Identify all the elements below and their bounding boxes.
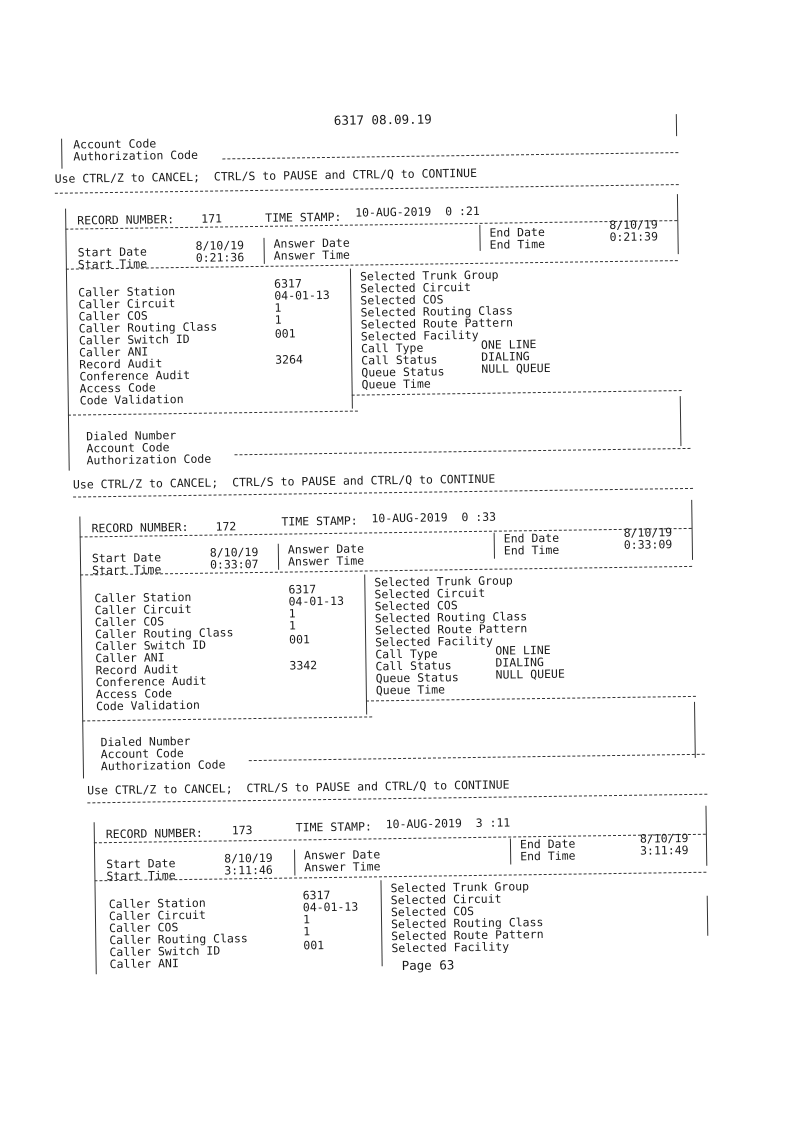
time-stamp: 10-AUG-2019 0 :33	[371, 509, 497, 526]
start-time: 0:33:07	[209, 556, 259, 572]
answer-date-label: Answer Date	[287, 541, 365, 557]
end-time: 0:33:09	[623, 537, 673, 552]
caller-cos-value: 1	[302, 912, 311, 927]
start-time: 0:21:36	[195, 250, 245, 265]
queue-status-value: NULL QUEUE	[481, 360, 551, 376]
column-border	[479, 225, 480, 251]
selected-trunk-group-label: Selected Trunk Group	[359, 267, 499, 284]
caller-circuit-value: 04-01-13	[302, 899, 359, 915]
caller-routing-class-label: Caller Routing Class	[94, 625, 234, 642]
account-code-label: Account Code	[73, 136, 157, 152]
selected-route-pattern-label: Selected Route Pattern	[391, 927, 544, 944]
record-border	[65, 209, 70, 471]
divider	[249, 754, 705, 761]
control-prompt: Use CTRL/Z to CANCEL; CTRL/S to PAUSE and CTRL/Q to CONTINUE	[87, 777, 510, 798]
record-audit-value: 3342	[289, 658, 318, 673]
caller-station-label: Caller Station	[94, 589, 192, 606]
selected-trunk-group-label: Selected Trunk Group	[374, 573, 513, 590]
divider	[94, 872, 706, 882]
control-prompt: Use CTRL/Z to CANCEL; CTRL/S to PAUSE and CTRL/Q to CONTINUE	[72, 471, 496, 492]
end-date-label: End Date	[503, 530, 560, 546]
answer-date-label: Answer Date	[304, 847, 381, 863]
start-date-label: Start Date	[106, 856, 176, 872]
queue-status-label: Queue Status	[361, 364, 445, 380]
caller-cos-label: Caller COS	[109, 920, 179, 936]
caller-circuit-value: 04-01-13	[288, 593, 345, 609]
caller-station-value: 6317	[302, 888, 331, 903]
queue-time-label: Queue Time	[375, 682, 446, 698]
conference-audit-label: Conference Audit	[79, 367, 191, 384]
end-time: 0:21:39	[609, 229, 659, 245]
caller-routing-class-value: 1	[274, 312, 282, 327]
caller-routing-class-label: Caller Routing Class	[109, 931, 248, 948]
caller-switch-id-value: 001	[289, 632, 310, 647]
record-border	[680, 396, 682, 446]
record-audit-label: Record Audit	[95, 662, 179, 678]
queue-time-label: Queue Time	[361, 376, 431, 392]
start-date: 8/10/19	[224, 850, 273, 866]
end-date: 8/10/19	[609, 217, 658, 233]
answer-time-label: Answer Time	[273, 247, 351, 263]
caller-routing-class-value: 1	[303, 924, 311, 939]
code-validation-label: Code Validation	[79, 392, 184, 408]
caller-circuit-label: Caller Circuit	[108, 907, 206, 924]
end-time-label: End Time	[489, 236, 546, 252]
divider	[222, 152, 678, 159]
record-border	[707, 896, 709, 936]
caller-station-label: Caller Station	[108, 895, 206, 912]
selected-routing-class-label: Selected Routing Class	[390, 915, 544, 932]
start-time-label: Start Time	[92, 562, 162, 578]
record-number-label: RECORD NUMBER:	[105, 825, 203, 842]
call-status-value: DIALING	[495, 655, 545, 670]
caller-cos-label: Caller COS	[94, 614, 165, 630]
authorization-code-label: Authorization Code	[86, 451, 212, 468]
caller-station-label: Caller Station	[78, 284, 176, 300]
end-time-label: End Time	[520, 848, 576, 864]
account-code-label: Account Code	[100, 746, 184, 762]
divider	[80, 566, 692, 576]
column-border	[294, 849, 295, 875]
selected-circuit-label: Selected Circuit	[390, 891, 502, 908]
selected-facility-label: Selected Facility	[360, 327, 479, 344]
account-code-label: Account Code	[86, 440, 170, 456]
caller-cos-label: Caller COS	[78, 308, 148, 324]
selected-route-pattern-label: Selected Route Pattern	[374, 621, 528, 638]
start-date-label: Start Date	[77, 244, 148, 260]
record-border	[79, 516, 84, 778]
queue-status-value: NULL QUEUE	[495, 666, 565, 682]
call-status-label: Call Status	[361, 352, 438, 368]
selected-circuit-label: Selected Circuit	[374, 585, 486, 602]
caller-ani-label: Caller ANI	[78, 344, 149, 360]
call-status-label: Call Status	[375, 658, 452, 674]
selected-circuit-label: Selected Circuit	[360, 279, 472, 296]
column-border	[263, 238, 264, 264]
selected-cos-label: Selected COS	[374, 598, 458, 614]
record-border	[677, 194, 679, 254]
record-number-label: RECORD NUMBER:	[77, 212, 175, 228]
caller-circuit-label: Caller Circuit	[94, 601, 192, 618]
record-border	[691, 500, 693, 560]
record-border	[705, 806, 707, 866]
caller-circuit-value: 04-01-13	[274, 287, 330, 303]
border-line	[676, 114, 677, 136]
record-border	[94, 822, 97, 974]
page-number: Page 63	[401, 957, 455, 974]
time-stamp-label: TIME STAMP:	[295, 819, 372, 835]
record-number: 172	[215, 519, 237, 534]
end-time-label: End Time	[503, 542, 560, 558]
authorization-code-label: Authorization Code	[100, 757, 226, 774]
control-prompt: Use CTRL/Z to CANCEL; CTRL/S to PAUSE and CTRL/Q to CONTINUE	[54, 165, 478, 186]
answer-date-label: Answer Date	[273, 235, 350, 251]
call-type-value: ONE LINE	[480, 337, 537, 352]
caller-switch-id-label: Caller Switch ID	[95, 637, 207, 654]
selected-cos-label: Selected COS	[360, 292, 444, 308]
access-code-label: Access Code	[95, 686, 173, 702]
time-stamp: 10-AUG-2019 3 :11	[385, 815, 511, 832]
selected-cos-label: Selected COS	[390, 904, 475, 920]
record-audit-value: 3264	[275, 352, 303, 367]
caller-switch-id-value: 001	[303, 938, 325, 953]
call-type-label: Call Type	[375, 646, 438, 662]
record-number-label: RECORD NUMBER:	[91, 519, 189, 536]
divider	[235, 448, 691, 455]
column-border	[494, 533, 495, 559]
border-line	[61, 139, 62, 169]
caller-switch-id-value: 001	[274, 326, 296, 341]
selected-trunk-group-label: Selected Trunk Group	[390, 879, 530, 896]
time-stamp-label: TIME STAMP:	[265, 209, 342, 225]
answer-time-label: Answer Time	[287, 553, 365, 569]
access-code-label: Access Code	[79, 380, 156, 396]
caller-station-value: 6317	[288, 582, 317, 597]
selected-facility-label: Selected Facility	[391, 939, 510, 956]
end-date-label: End Date	[489, 224, 545, 240]
caller-ani-label: Caller ANI	[109, 956, 179, 972]
caller-switch-id-label: Caller Switch ID	[109, 943, 221, 960]
record-audit-label: Record Audit	[79, 356, 163, 372]
column-border	[364, 574, 367, 714]
call-type-value: ONE LINE	[495, 642, 551, 658]
call-type-label: Call Type	[360, 340, 424, 356]
column-border	[380, 880, 382, 966]
time-stamp-label: TIME STAMP:	[281, 513, 358, 529]
caller-ani-label: Caller ANI	[95, 650, 165, 666]
selected-routing-class-label: Selected Routing Class	[360, 303, 513, 320]
start-time-label: Start Time	[77, 256, 148, 272]
call-status-value: DIALING	[481, 349, 530, 364]
record-number: 171	[201, 211, 223, 226]
column-border	[350, 269, 353, 409]
start-date: 8/10/19	[195, 238, 245, 253]
authorization-code-label: Authorization Code	[73, 147, 199, 164]
selected-facility-label: Selected Facility	[375, 633, 493, 650]
answer-time-label: Answer Time	[304, 859, 381, 875]
column-border	[510, 838, 511, 864]
end-time: 3:11:49	[639, 843, 689, 858]
dialed-number-label: Dialed Number	[86, 428, 177, 444]
record-number: 173	[231, 823, 253, 838]
end-date: 8/10/19	[623, 525, 673, 540]
divider	[55, 184, 679, 194]
dialed-number-label: Dialed Number	[100, 733, 191, 750]
end-date: 8/10/19	[639, 831, 689, 846]
caller-routing-class-value: 1	[288, 618, 296, 633]
record-border	[694, 702, 696, 758]
divider	[82, 716, 372, 721]
caller-circuit-label: Caller Circuit	[78, 296, 176, 312]
start-date-label: Start Date	[91, 550, 162, 566]
page-header: 6317 08.09.19	[333, 111, 432, 128]
code-validation-label: Code Validation	[95, 697, 200, 714]
caller-station-value: 6317	[274, 276, 302, 291]
start-time: 3:11:46	[224, 862, 273, 878]
conference-audit-label: Conference Audit	[95, 673, 207, 690]
caller-cos-value: 1	[274, 300, 282, 315]
queue-status-label: Queue Status	[375, 670, 459, 686]
caller-cos-value: 1	[288, 606, 296, 621]
start-date: 8/10/19	[209, 544, 259, 560]
end-date-label: End Date	[519, 836, 576, 852]
time-stamp: 10-AUG-2019 0 :21	[355, 203, 480, 220]
selected-routing-class-label: Selected Routing Class	[374, 609, 528, 626]
start-time-label: Start Time	[106, 868, 176, 884]
divider	[68, 411, 358, 416]
column-border	[278, 544, 279, 570]
caller-routing-class-label: Caller Routing Class	[78, 319, 218, 336]
selected-route-pattern-label: Selected Route Pattern	[360, 315, 514, 332]
caller-switch-id-label: Caller Switch ID	[78, 331, 190, 348]
